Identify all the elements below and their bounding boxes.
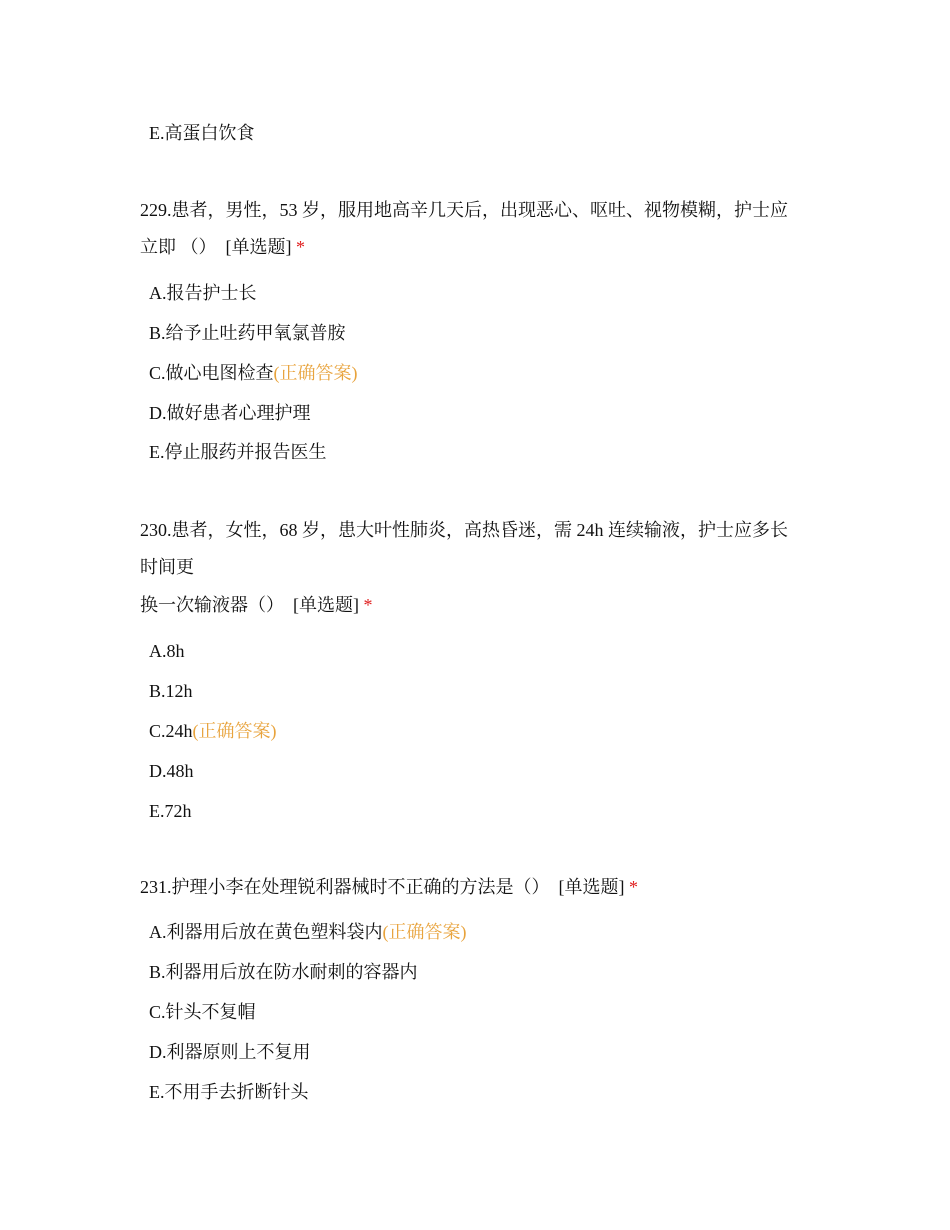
option-item: B.利器用后放在防水耐刺的容器内 [149,962,418,982]
option-item: C.24h(正确答案) [149,721,277,741]
question-stem: 231.护理小李在处理锐利器械时不正确的方法是（） [单选题] * [140,877,638,897]
option-item: E.72h [149,801,192,821]
correct-answer-label: (正确答案) [192,721,277,741]
correct-answer-label: (正确答案) [382,922,467,942]
required-mark: * [296,237,305,257]
question-type: [单选题] [293,595,359,615]
option-item: C.针头不复帽 [149,1002,256,1022]
required-mark: * [363,595,373,615]
option-item [149,121,255,145]
option-item: B.12h [149,681,193,701]
option-item: D.利器原则上不复用 [149,1042,311,1062]
option-item: D.48h [149,761,194,781]
question-stem: 时间更 [140,557,194,577]
option-item: C.做心电图检查(正确答案) [149,363,358,383]
option-item: A.8h [149,641,185,661]
option-item: B.给予止吐药甲氧氯普胺 [149,323,346,343]
option-item: A.报告护士长 [149,283,257,303]
option-item: E.停止服药并报告医生 [149,442,327,462]
correct-answer-label: (正确答案) [273,363,358,383]
option-item: D.做好患者心理护理 [149,403,311,423]
question-type: [单选题] [225,237,292,257]
question-type: [单选题] [558,877,625,897]
option-item: E.不用手去折断针头 [149,1082,309,1102]
question-stem: 229.患者，男性，53 岁，服用地高辛几天后，出现恶心、呕吐、视物模糊，护士应 [140,200,788,220]
option-item: A.利器用后放在黄色塑料袋内(正确答案) [149,922,467,942]
question-stem: 230.患者，女性，68 岁，患大叶性肺炎，高热昏迷，需 24h 连续输液，护士应多长 [140,520,788,540]
required-mark: * [629,877,638,897]
option-text: E.高蛋白饮食 [149,123,255,143]
question-stem: 立即 （） [单选题] * [140,237,305,257]
question-stem: 换一次输液器（） [单选题] * [140,595,373,615]
